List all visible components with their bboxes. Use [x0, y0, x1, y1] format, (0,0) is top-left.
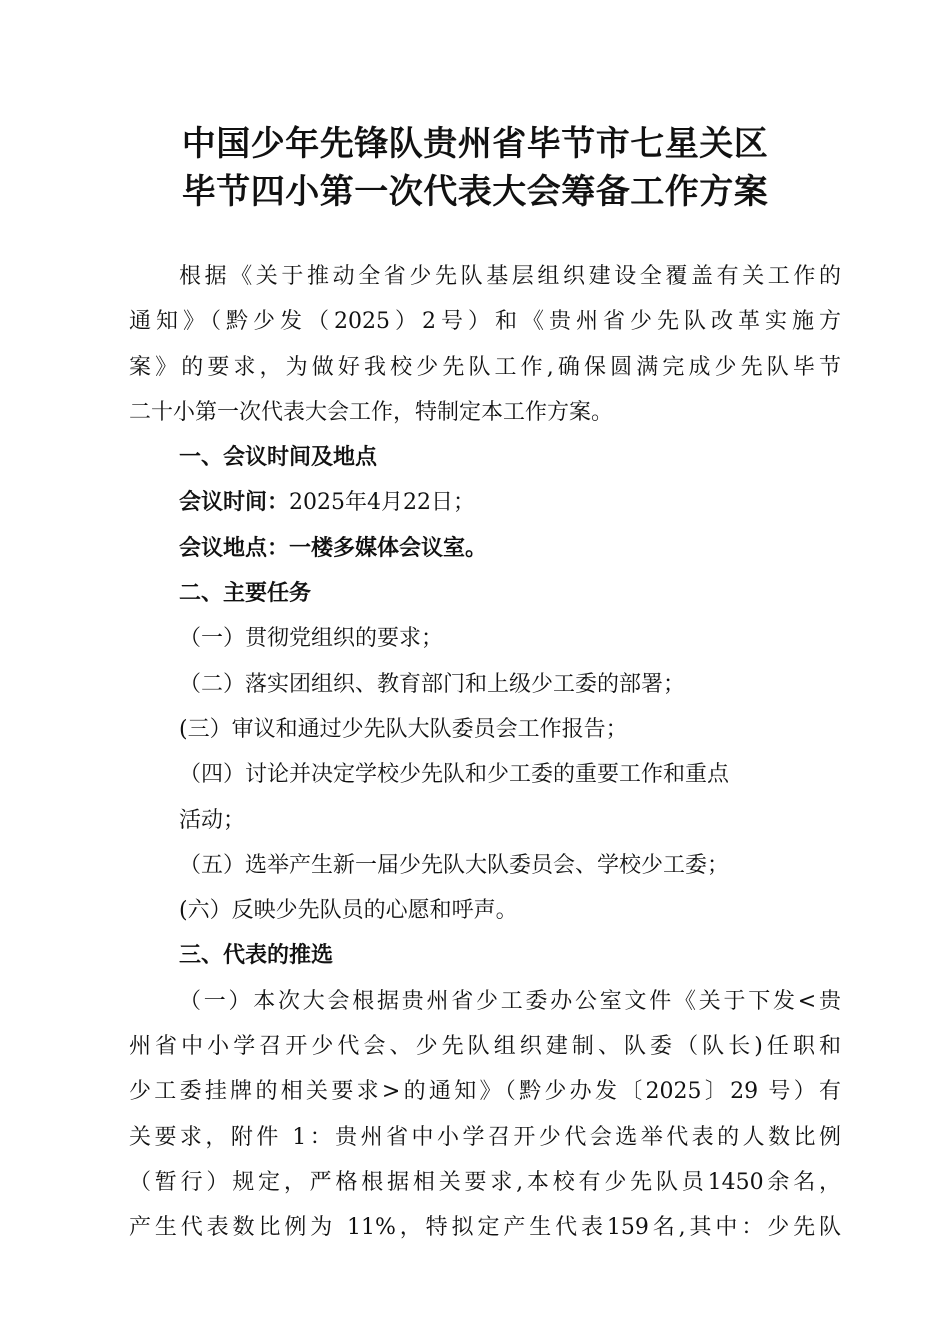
section3-line: 产生代表数比例为 11%，特拟定产生代表159名,其中：少先队	[129, 1215, 841, 1241]
task-item: (三）审议和通过少先队大队委员会工作报告；	[179, 716, 628, 742]
intro-line: 根据《关于推动全省少先队基层组织建设全覆盖有关工作的	[179, 264, 841, 289]
task-item-continuation: 活动；	[179, 807, 246, 833]
meeting-place-label: 会议地点：	[179, 535, 290, 561]
document-title-line-1: 中国少年先锋队贵州省毕节市七星关区	[181, 124, 769, 164]
intro-line: 二十小第一次代表大会工作，特制定本工作方案。	[129, 399, 614, 425]
section3-line: （暂行）规定，严格根据相关要求,本校有少先队员1450余名，	[129, 1169, 841, 1195]
intro-line: 案》的要求，为做好我校少先队工作,确保圆满完成少先队毕节	[129, 354, 841, 380]
meeting-time-value: 2025年4月22日；	[289, 490, 475, 516]
task-item: (六）反映少先队员的心愿和呼声。	[179, 898, 518, 924]
section-heading-2: 二、主要任务	[179, 581, 312, 607]
document-title-line-2: 毕节四小第一次代表大会筹备工作方案	[181, 172, 769, 212]
document-body	[129, 254, 841, 1251]
task-item: （四）讨论并决定学校少先队和少工委的重要工作和重点	[179, 762, 730, 788]
section3-line: 少工委挂牌的相关要求>的通知》（黔少办发〔2025〕29 号）有	[129, 1079, 841, 1105]
task-item: （一）贯彻党组织的要求；	[179, 626, 444, 652]
section3-line: 州省中小学召开少代会、少先队组织建制、队委（队长)任职和	[129, 1034, 841, 1060]
meeting-time-label: 会议时间：	[179, 490, 290, 516]
meeting-place-row	[129, 526, 841, 571]
meeting-place-value: 一楼多媒体会议室。	[289, 535, 488, 561]
task-item: （二）落实团组织、教育部门和上级少工委的部署；	[179, 671, 686, 697]
section3-line: 关要求，附件 1：贵州省中小学召开少代会选举代表的人数比例	[129, 1124, 841, 1150]
intro-line: 通知》（黔少发（2025）2号）和《贵州省少先队改革实施方	[129, 309, 841, 335]
task-item: （五）选举产生新一届少先队大队委员会、学校少工委；	[179, 852, 730, 878]
section3-line: （一）本次大会根据贵州省少工委办公室文件《关于下发<贵	[179, 988, 841, 1014]
section-heading-3: 三、代表的推选	[179, 943, 334, 969]
meeting-time-row	[129, 480, 841, 525]
section-heading-1: 一、会议时间及地点	[179, 445, 378, 471]
